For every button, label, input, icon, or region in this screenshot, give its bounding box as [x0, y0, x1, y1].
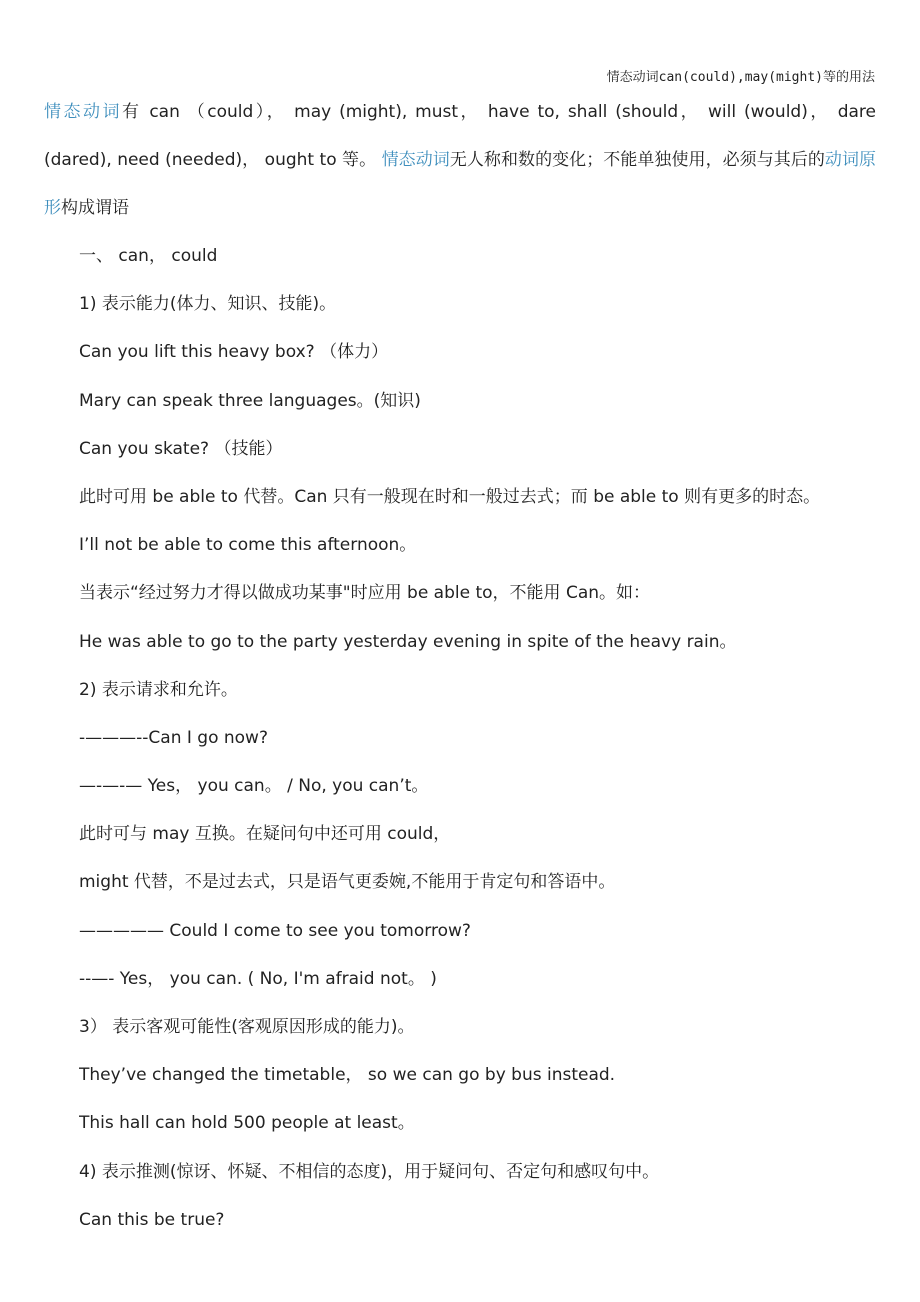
- example-sentence: Can you skate? （技能）: [79, 438, 283, 459]
- dialogue-line: —-—-— Yes， you can。 / No, you can’t。: [79, 776, 429, 797]
- subsection-speculation: 4) 表示推测(惊讶、怀疑、不相信的态度)，用于疑问句、否定句和感叹句中。: [79, 1161, 660, 1182]
- example-sentence: He was able to go to the party yesterday evening in spite of the heavy rain。: [79, 631, 737, 652]
- subsection-request-permission: 2) 表示请求和允许。: [79, 679, 238, 700]
- subsection-ability: 1) 表示能力(体力、知识、技能)。: [79, 294, 337, 315]
- dialogue-line: ————— Could I come to see you tomorrow?: [79, 920, 471, 941]
- explanation-text: 此时可用 be able to 代替。Can 只有一般现在时和一般过去式；而 be able to 则有更多的时态。: [79, 486, 821, 507]
- subsection-objective-possibility: 3） 表示客观可能性(客观原因形成的能力)。: [79, 1017, 415, 1037]
- explanation-text: might 代替，不是过去式，只是语气更委婉,不能用于肯定句和答语中。: [79, 872, 616, 893]
- example-sentence: Can this be true?: [79, 1209, 225, 1230]
- example-sentence: They’ve changed the timetable， so we can go by bus instead.: [79, 1065, 616, 1086]
- intro-text-1: 有 can （could）， may (might), must， have to, shall (should， will (would)， dare (dared), need (needed)， ought to 等。: [44, 102, 877, 170]
- explanation-text: 此时可与 may 互换。在疑问句中还可用 could，: [79, 824, 451, 845]
- example-sentence: I’ll not be able to come this afternoon。: [79, 535, 417, 556]
- intro-text-3: 构成谓语: [61, 198, 129, 218]
- dialogue-line: --—- Yes， you can. ( No, I'm afraid not。 ): [79, 968, 437, 989]
- section-heading-can-could: 一、 can， could: [79, 246, 218, 266]
- dialogue-line: -———--Can I go now?: [79, 727, 268, 748]
- example-sentence: Can you lift this heavy box? （体力）: [79, 342, 389, 363]
- modal-verbs-link-2[interactable]: 情态动词: [381, 150, 450, 170]
- base-verb-link[interactable]: 动词原形: [44, 150, 877, 218]
- content-body: [79, 232, 879, 1244]
- modal-verbs-link[interactable]: 情态动词: [44, 102, 122, 122]
- intro-text-2: 无人称和数的变化；不能单独使用，必须与其后的: [449, 150, 825, 170]
- example-sentence: Mary can speak three languages。(知识): [79, 390, 421, 411]
- explanation-text: 当表示“经过努力才得以做成功某事"时应用 be able to，不能用 Can。如：: [79, 583, 651, 604]
- page-header: 情态动词can(could),may(might)等的用法: [606, 70, 875, 85]
- example-sentence: This hall can hold 500 people at least。: [79, 1113, 415, 1134]
- intro-paragraph: [44, 88, 876, 232]
